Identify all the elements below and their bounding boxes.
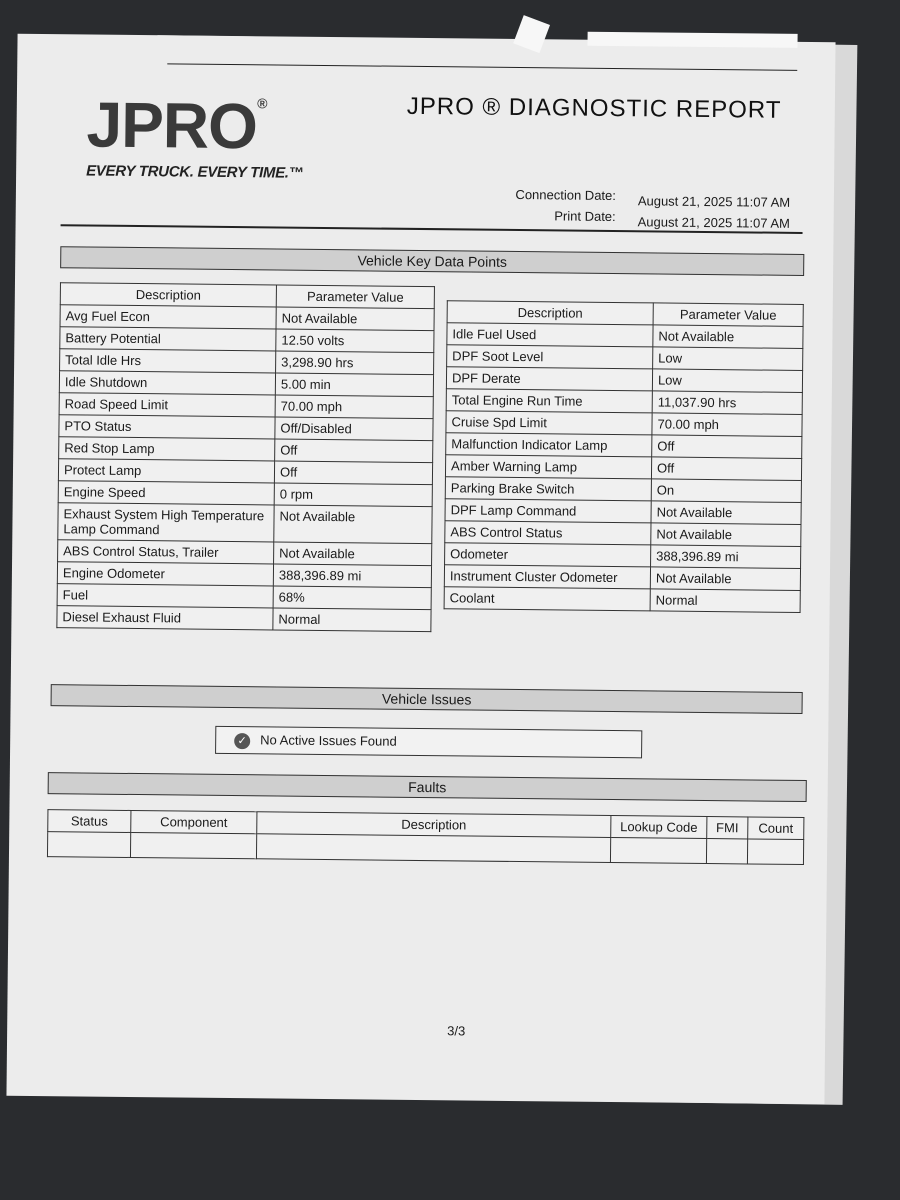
row-value: Off: [652, 435, 802, 459]
row-value: Not Available: [651, 523, 801, 547]
page-number: 3/3: [447, 1023, 466, 1039]
faults-table: [47, 809, 804, 865]
date-values: [638, 190, 791, 234]
row-description: Amber Warning Lamp: [445, 455, 651, 479]
row-value: Not Available: [274, 505, 432, 544]
row-value: 12.50 volts: [276, 329, 434, 353]
faults-col-description: Description: [257, 812, 611, 838]
registered-mark: ®: [257, 95, 267, 112]
row-value: 68%: [273, 586, 431, 610]
row-description: Instrument Cluster Odometer: [444, 565, 650, 589]
row-description: Parking Brake Switch: [445, 477, 651, 501]
col-description: Description: [447, 301, 653, 325]
row-value: Not Available: [274, 542, 432, 566]
row-value: Off: [274, 461, 432, 485]
row-description: Road Speed Limit: [59, 393, 275, 417]
row-description: Total Idle Hrs: [60, 349, 276, 373]
row-description: Battery Potential: [60, 327, 276, 351]
top-rule: [167, 63, 797, 71]
row-description: Total Engine Run Time: [446, 389, 652, 413]
row-value: Off/Disabled: [275, 417, 433, 441]
row-description: Idle Fuel Used: [447, 323, 653, 347]
row-description: ABS Control Status: [445, 521, 651, 545]
faults-col-component: Component: [131, 810, 257, 833]
row-description: Fuel: [57, 584, 273, 608]
row-description: Red Stop Lamp: [59, 437, 275, 461]
row-value: 5.00 min: [275, 373, 433, 397]
row-value: Off: [651, 457, 801, 481]
row-value: Not Available: [653, 325, 803, 349]
vehicle-issues-heading: Vehicle Issues: [51, 684, 803, 714]
row-value: 70.00 mph: [652, 413, 802, 437]
row-description: Engine Speed: [58, 481, 274, 505]
row-value: Not Available: [650, 567, 800, 591]
row-value: 3,298.90 hrs: [276, 351, 434, 375]
col-description: Description: [60, 283, 276, 307]
key-data-table-right: [444, 300, 804, 613]
row-value: Normal: [273, 608, 431, 632]
row-value: 0 rpm: [274, 483, 432, 507]
key-data-heading: Vehicle Key Data Points: [60, 246, 804, 276]
row-value: 388,396.89 mi: [651, 545, 801, 569]
report-page: [6, 34, 835, 1105]
row-description: Coolant: [444, 587, 650, 611]
row-value: Not Available: [276, 307, 434, 331]
row-description: Engine Odometer: [57, 562, 273, 586]
connection-date: August 21, 2025 11:07 AM: [637, 193, 791, 210]
issues-message: No Active Issues Found: [260, 732, 397, 749]
tape-strip: [587, 32, 797, 48]
date-labels: [486, 184, 616, 227]
faults-heading: Faults: [48, 772, 807, 802]
row-description: Cruise Spd Limit: [446, 411, 652, 435]
row-description: DPF Lamp Command: [445, 499, 651, 523]
print-date-label: Print Date:: [554, 208, 616, 225]
faults-col-fmi: FMI: [707, 817, 748, 839]
row-value: 388,396.89 mi: [273, 564, 431, 588]
connection-date-label: Connection Date:: [515, 186, 617, 204]
row-description: Odometer: [445, 543, 651, 567]
row-description: PTO Status: [59, 415, 275, 439]
row-description: DPF Soot Level: [447, 345, 653, 369]
tape-strip: [513, 15, 550, 53]
table-row: [57, 606, 431, 632]
row-description: Malfunction Indicator Lamp: [446, 433, 652, 457]
jpro-logo: [86, 69, 304, 181]
row-description: Exhaust System High Temperature Lamp Command: [58, 503, 274, 542]
row-value: Normal: [650, 589, 800, 613]
table-row: [444, 587, 800, 613]
row-value: Not Available: [651, 501, 801, 525]
row-description: Protect Lamp: [58, 459, 274, 483]
logo-text: JPRO: [86, 88, 258, 163]
row-description: Avg Fuel Econ: [60, 305, 276, 329]
tagline: EVERY TRUCK. EVERY TIME.™: [86, 162, 304, 182]
issues-box: [215, 726, 642, 758]
row-description: DPF Derate: [446, 367, 652, 391]
faults-col-count: Count: [748, 817, 804, 840]
table-row: [58, 503, 432, 544]
faults-col-lookup-code: Lookup Code: [611, 816, 707, 839]
check-circle-icon: ✓: [234, 733, 250, 749]
col-parameter-value: Parameter Value: [653, 303, 803, 327]
row-value: Off: [275, 439, 433, 463]
row-description: Idle Shutdown: [59, 371, 275, 395]
row-value: Low: [652, 369, 802, 393]
faults-col-status: Status: [48, 810, 131, 833]
row-value: Low: [653, 347, 803, 371]
row-value: 11,037.90 hrs: [652, 391, 802, 415]
col-parameter-value: Parameter Value: [276, 285, 434, 309]
row-value: On: [651, 479, 801, 503]
print-date: August 21, 2025 11:07 AM: [637, 214, 790, 231]
row-description: Diesel Exhaust Fluid: [57, 606, 273, 630]
row-description: ABS Control Status, Trailer: [58, 540, 274, 564]
row-value: 70.00 mph: [275, 395, 433, 419]
report-title: JPRO ® DIAGNOSTIC REPORT: [406, 92, 782, 124]
key-data-table-left: [56, 282, 435, 632]
